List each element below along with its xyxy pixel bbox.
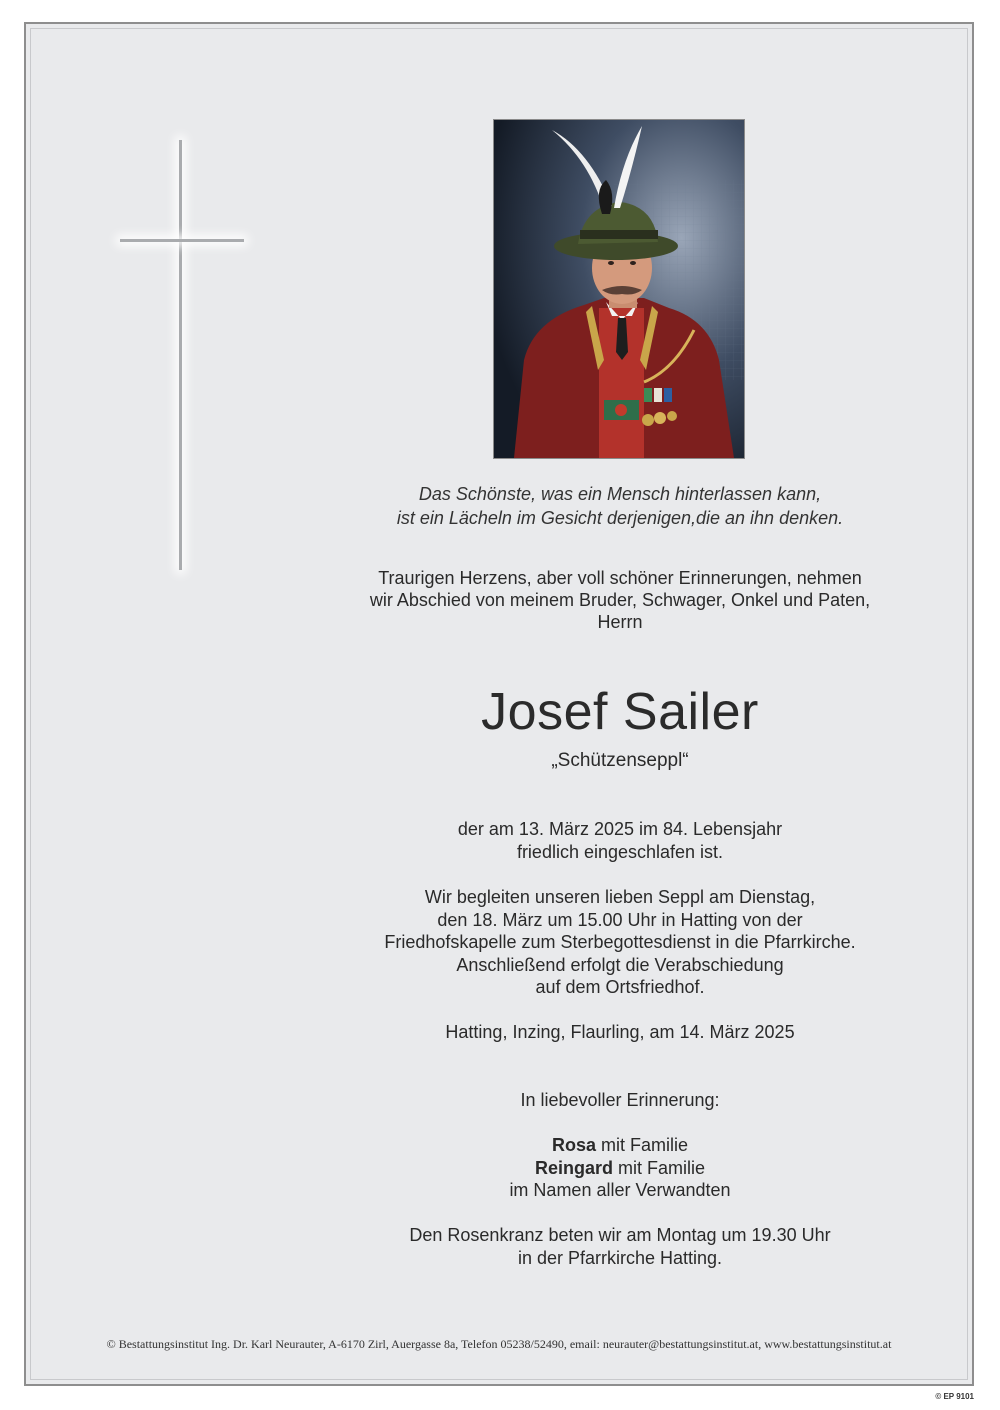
portrait-photo bbox=[493, 119, 745, 459]
funeral-line: Wir begleiten unseren lieben Seppl am Dienstag, bbox=[424, 887, 816, 907]
mourner-name: Reingard bbox=[534, 1157, 613, 1178]
place-date: Hatting, Inzing, Flaurling, am 14. März 2025 bbox=[445, 1022, 795, 1042]
death-notice bbox=[330, 818, 910, 864]
rosary-notice bbox=[330, 1224, 910, 1269]
quote-line: ist ein Lächeln im Gesicht derjenigen,die an ihn denken. bbox=[396, 508, 844, 528]
mourner-entry bbox=[330, 1134, 910, 1157]
cross-vertical-bar bbox=[179, 140, 182, 570]
cross-horizontal-bar bbox=[120, 239, 244, 242]
memory-heading: In liebevoller Erinnerung: bbox=[520, 1090, 720, 1110]
mourner-suffix: mit Familie bbox=[613, 1157, 706, 1178]
mourners-closing: im Namen aller Verwandten bbox=[509, 1180, 731, 1201]
death-line: der am 13. März 2025 im 84. Lebensjahr bbox=[457, 819, 783, 839]
intro-line: Traurigen Herzens, aber voll schöner Erinnerungen, nehmen bbox=[378, 568, 862, 588]
product-code: © EP 9101 bbox=[935, 1392, 974, 1401]
funeral-line: Friedhofskapelle zum Sterbegottesdienst in die Pfarrkirche. bbox=[384, 932, 856, 953]
deceased-nickname: „Schützenseppl“ bbox=[551, 750, 689, 771]
rosary-line: Den Rosenkranz beten wir am Montag um 19.30 Uhr bbox=[409, 1225, 831, 1245]
mourner-suffix: mit Familie bbox=[596, 1135, 689, 1155]
deceased-name: Josef Sailer bbox=[481, 683, 759, 741]
death-line: friedlich eingeschlafen ist. bbox=[516, 842, 724, 862]
footer-imprint: © Bestattungsinstitut Ing. Dr. Karl Neurauter, A-6170 Zirl, Auergasse 8a, Telefon 05238/52490, email: neurauter@bestattungsinstitut.at, www.bestattungsinstitut.at bbox=[106, 1337, 892, 1351]
quote-line: Das Schönste, was ein Mensch hinterlassen kann, bbox=[418, 484, 822, 504]
rosary-line: in der Pfarrkirche Hatting. bbox=[517, 1247, 723, 1268]
mourners-list bbox=[330, 1134, 910, 1202]
funeral-line: Anschließend erfolgt die Verabschiedung bbox=[456, 954, 784, 975]
funeral-line: den 18. März um 15.00 Uhr in Hatting von der bbox=[437, 909, 803, 930]
mourner-entry bbox=[330, 1157, 910, 1180]
quote-block bbox=[330, 482, 910, 530]
intro-line: wir Abschied von meinem Bruder, Schwager, Onkel und Paten, bbox=[369, 590, 871, 610]
intro-line: Herrn bbox=[597, 612, 643, 632]
funeral-details bbox=[330, 886, 910, 999]
portrait-illustration bbox=[494, 120, 744, 458]
mourner-name: Rosa bbox=[551, 1135, 596, 1155]
intro-text bbox=[330, 567, 910, 633]
funeral-line: auf dem Ortsfriedhof. bbox=[535, 977, 705, 998]
